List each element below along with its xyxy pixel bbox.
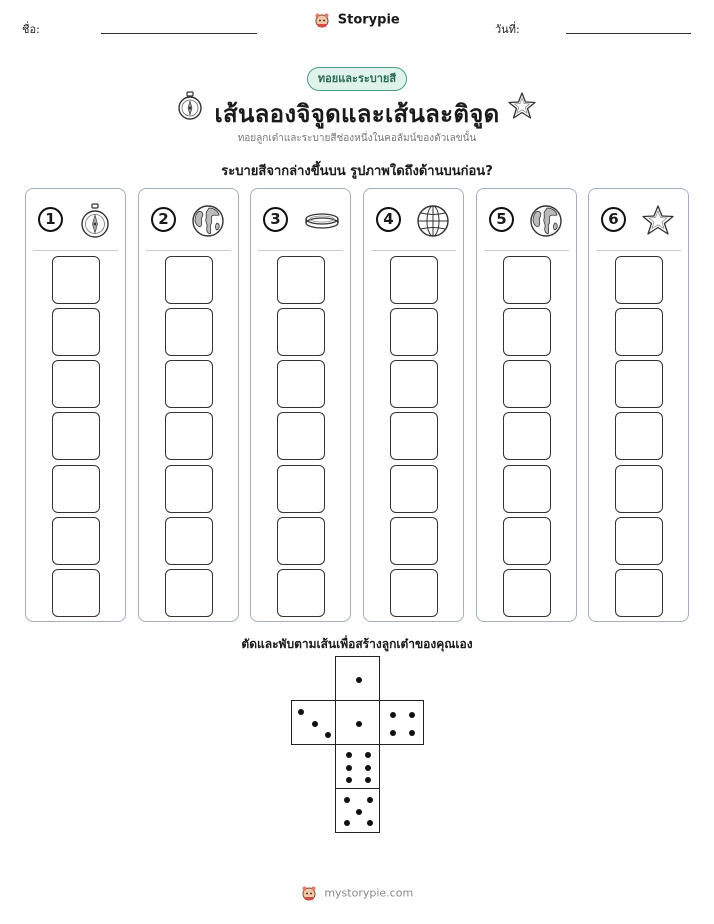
starfish-icon [641,203,675,243]
die-pip [344,820,350,826]
color-box[interactable] [615,517,663,565]
name-label: ชื่อ: [22,23,40,36]
die-pip [356,677,362,683]
compass-icon [78,203,112,243]
column-3 [250,188,351,622]
color-box[interactable] [165,412,213,460]
die-pip [367,820,373,826]
brand [0,12,714,28]
color-box[interactable] [503,517,551,565]
starfish-icon [507,91,537,121]
die-pip [365,765,371,771]
color-box[interactable] [390,256,438,304]
date-label: วันที่: [495,23,520,36]
column-header [372,203,458,241]
color-box[interactable] [390,569,438,617]
color-box[interactable] [615,412,663,460]
color-box[interactable] [503,569,551,617]
die-face-center-1 [335,700,380,745]
date-line[interactable] [566,33,691,34]
die-pip [356,809,362,815]
color-box[interactable] [277,465,325,513]
die-pip [298,709,304,715]
footer-url[interactable]: mystorypie.com [324,886,414,900]
worksheet-title: เส้นลองจิจูดและเส้นละติจูด [214,100,500,128]
color-box[interactable] [503,308,551,356]
color-box[interactable] [615,256,663,304]
color-box[interactable] [503,360,551,408]
color-box[interactable] [503,465,551,513]
color-box[interactable] [52,412,100,460]
color-box[interactable] [52,517,100,565]
color-box[interactable] [390,412,438,460]
name-line[interactable] [101,33,257,34]
color-box[interactable] [615,308,663,356]
color-box[interactable] [165,569,213,617]
column-header [485,203,571,241]
column-header [34,203,120,241]
activity-badge: ทอยและระบายสี [307,67,407,91]
die-face-1 [335,656,380,701]
color-box[interactable] [52,256,100,304]
color-box[interactable] [615,569,663,617]
earth-globe-icon [191,203,225,243]
color-box[interactable] [52,569,100,617]
instructions: ทอยลูกเต๋าและระบายสีช่องหนึ่งในคอลัมน์ของตัวเลขนั้น [237,133,477,144]
color-box[interactable] [165,308,213,356]
color-box[interactable] [503,412,551,460]
footer [0,885,714,901]
die-pip [346,752,352,758]
die-pip [312,721,318,727]
storypie-logo-icon [301,885,317,901]
die-pip [390,730,396,736]
column-5 [476,188,577,622]
color-box[interactable] [390,517,438,565]
column-number: 5 [489,207,514,232]
die-pip [344,797,350,803]
column-number: 1 [38,207,63,232]
column-number: 6 [601,207,626,232]
earth-globe-icon [529,203,563,243]
column-6 [588,188,689,622]
column-number: 2 [151,207,176,232]
cut-instruction: ตัดและพับตามเส้นเพื่อสร้างลูกเต๋าของคุณเอง [241,637,473,651]
color-box[interactable] [390,465,438,513]
question: ระบายสีจากล่างขึ้นบน รูปภาพใดถึงด้านบนก่อน? [221,164,493,179]
storypie-logo-icon [314,12,330,28]
color-box[interactable] [277,517,325,565]
column-divider [484,250,569,251]
brand-name: Storypie [337,12,400,28]
color-box[interactable] [615,465,663,513]
color-box[interactable] [277,308,325,356]
wire-globe-icon [416,203,450,243]
column-header [597,203,683,241]
column-divider [33,250,118,251]
die-pip [325,732,331,738]
color-box[interactable] [277,256,325,304]
color-box[interactable] [277,569,325,617]
color-box[interactable] [52,465,100,513]
color-box[interactable] [165,517,213,565]
die-pip [390,712,396,718]
column-1 [25,188,126,622]
color-box[interactable] [165,360,213,408]
die-face-4 [379,700,424,745]
color-box[interactable] [503,256,551,304]
die-pip [346,765,352,771]
column-number: 4 [376,207,401,232]
column-4 [363,188,464,622]
column-divider [596,250,681,251]
column-divider [146,250,231,251]
column-divider [371,250,456,251]
color-box[interactable] [277,360,325,408]
column-2 [138,188,239,622]
column-number: 3 [263,207,288,232]
color-box[interactable] [615,360,663,408]
die-pip [356,721,362,727]
color-box[interactable] [390,308,438,356]
die-face-6 [335,744,380,789]
color-box[interactable] [165,465,213,513]
color-box[interactable] [390,360,438,408]
die-pip [365,777,371,783]
column-header [147,203,233,241]
die-pip [409,712,415,718]
die-pip [367,797,373,803]
ring-icon [303,203,341,243]
die-pip [346,777,352,783]
die-pip [365,752,371,758]
color-box[interactable] [52,308,100,356]
color-box[interactable] [52,360,100,408]
color-box[interactable] [277,412,325,460]
die-pip [409,730,415,736]
column-header [259,203,345,241]
die-face-5 [335,788,380,833]
color-box[interactable] [165,256,213,304]
die-face-3 [291,700,336,745]
column-divider [258,250,343,251]
